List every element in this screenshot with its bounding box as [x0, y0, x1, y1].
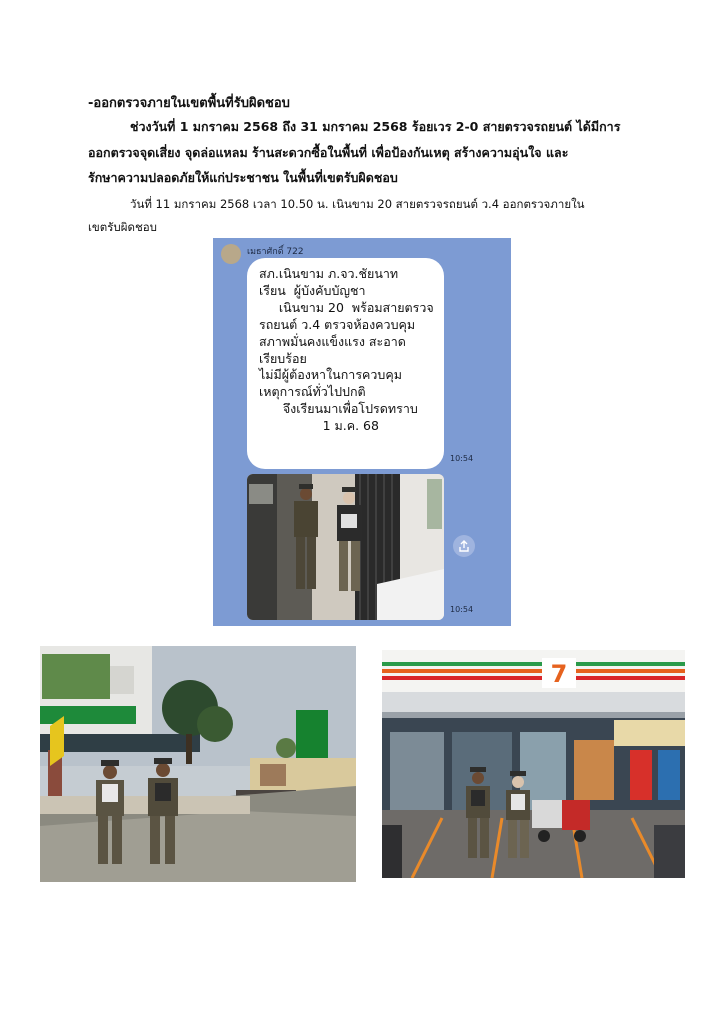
- share-icon: [458, 540, 470, 552]
- chat-screenshot: [213, 238, 511, 626]
- patrol-photo-right: [382, 650, 685, 878]
- message-text: สภ.เนินขาม ภ.จว.ชัยนาท เรียน ผู้บังคับบัญชา เนินขาม 20 พร้อมสายตรวจ รถยนต์ ว.4 ตรวจห้องควบคุม สภาพมั่นคงแข็งแรง สะอาด เรียบร้อย ไม่มีผู้ต้องหาในการควบคุม เหตุการณ์ทั่วไปปกติ จึงเรียนมาเพื่อโปรดทราบ 1 ม.ค. 68: [259, 266, 434, 434]
- summary-line-3: รักษาความปลอดภัยให้แก่ประชาชน ในพื้นที่เขตรับผิดชอบ: [88, 170, 398, 185]
- photo-time: 10:54: [450, 605, 474, 614]
- patrol-photo-left: [40, 646, 356, 882]
- sender-avatar: [221, 244, 241, 264]
- chat-photo[interactable]: [247, 474, 444, 620]
- chat-sender-name: เมธาศักดิ์ 722: [247, 247, 304, 257]
- share-button[interactable]: [453, 535, 475, 557]
- summary-line-1: ช่วงวันที่ 1 มกราคม 2568 ถึง 31 มกราคม 2568 ร้อยเวร 2-0 สายตรวจรถยนต์ ได้มีการ: [130, 119, 621, 134]
- section-heading: -ออกตรวจภายในเขตพื้นที่รับผิดชอบ: [88, 96, 290, 111]
- summary-line-2: ออกตรวจจุดเสี่ยง จุดล่อแหลม ร้านสะดวกซื้อในพื้นที่ เพื่อป้องกันเหตุ สร้างความอุ่นใจ และ: [88, 145, 569, 160]
- note-line-2: เขตรับผิดชอบ: [88, 220, 157, 234]
- message-time: 10:54: [450, 454, 474, 463]
- store-logo: 7: [550, 660, 568, 688]
- note-line-1: วันที่ 11 มกราคม 2568 เวลา 10.50 น. เนินขาม 20 สายตรวจรถยนต์ ว.4 ออกตรวจภายใน: [130, 197, 585, 211]
- message-bubble: [247, 258, 444, 469]
